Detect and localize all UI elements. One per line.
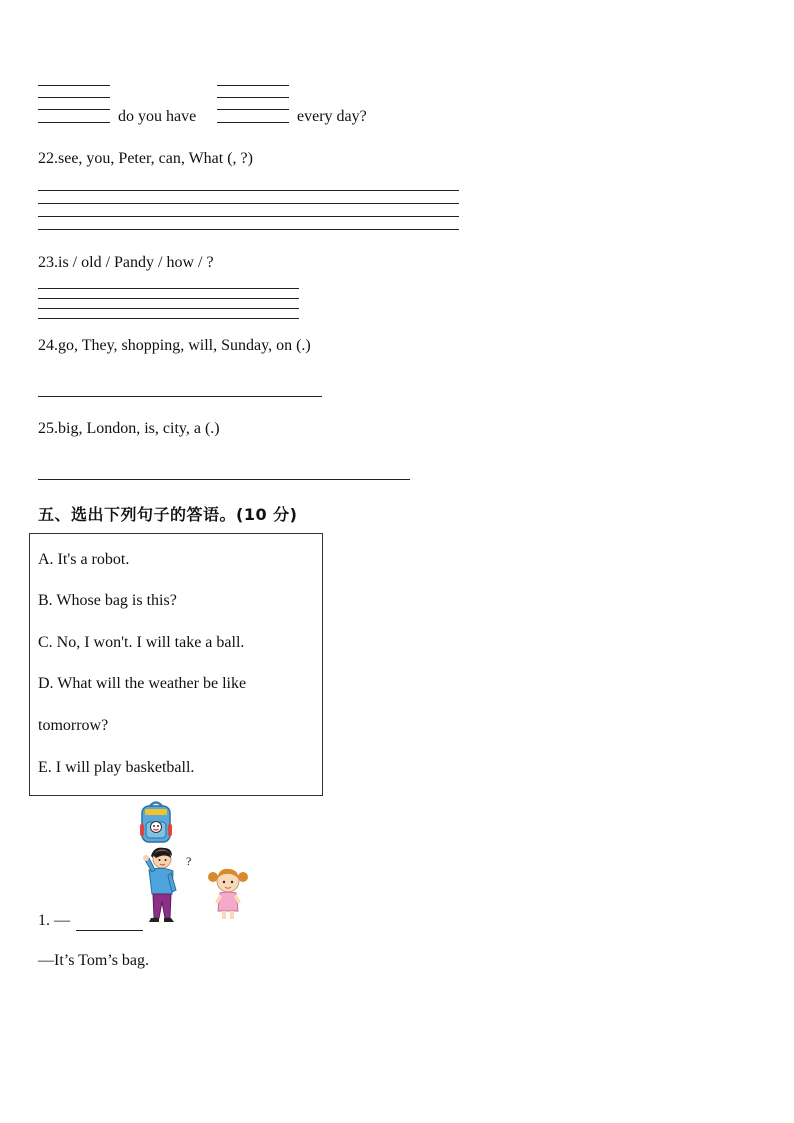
- options-box: [29, 533, 323, 796]
- option-e: E. I will play basketball.: [38, 759, 195, 776]
- girl-illustration: [207, 865, 249, 921]
- q25-answer-line: [38, 479, 410, 480]
- q24-answer-line: [38, 396, 322, 397]
- option-d: D. What will the weather be like: [38, 675, 247, 692]
- option-c: C. No, I won't. I will take a ball.: [38, 634, 245, 651]
- question-mark: ?: [186, 854, 192, 868]
- item1-answer-blank: [76, 930, 143, 931]
- q23-prompt: 23.is / old / Pandy / how / ?: [38, 254, 214, 271]
- option-d-continued: tomorrow?: [38, 717, 109, 734]
- q25-prompt: 25.big, London, is, city, a (.): [38, 420, 220, 437]
- q21-end-text: every day?: [297, 108, 367, 125]
- q24-prompt: 24.go, They, shopping, will, Sunday, on (.): [38, 337, 311, 354]
- option-b: B. Whose bag is this?: [38, 592, 177, 609]
- option-a: A. It's a robot.: [38, 551, 130, 568]
- backpack-illustration: [138, 800, 174, 846]
- q22-prompt: 22.see, you, Peter, can, What (, ?): [38, 150, 253, 167]
- q21-mid-text: do you have: [118, 108, 197, 125]
- boy-illustration: [140, 846, 188, 928]
- item1-answer: —It’s Tom’s bag.: [38, 952, 150, 969]
- section5-heading: 五、选出下列句子的答语。(10 分): [38, 505, 298, 524]
- item1-prefix: 1. —: [38, 912, 70, 929]
